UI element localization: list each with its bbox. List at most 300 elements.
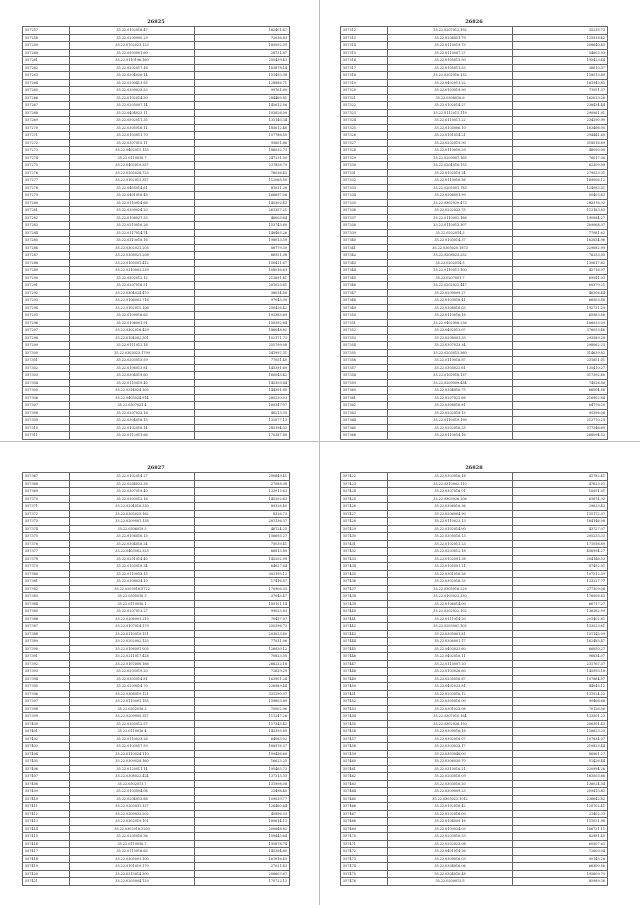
amount-cell: 133501.23 [513,713,608,721]
table-row [341,334,608,342]
account-code-cell: 35.22.0302016.429 [70,327,195,335]
record-number-cell: 557431 [341,540,388,548]
account-code-cell: 35.22.0103011.70 [70,132,195,140]
account-code-cell: 35.22.0110019.199 [388,417,513,425]
record-number-cell: 557292 [23,289,70,297]
amount-cell: 195423.44 [513,57,608,65]
record-number-cell: 557288 [23,259,70,267]
amount-cell: 162834.96 [513,237,608,245]
account-code-cell: 35.22.0105001.21 [388,563,513,571]
record-number-cell: 557347 [341,289,388,297]
account-code-cell: 35.22.0200900.29 [70,34,195,42]
amount-cell: 190084.27 [513,214,608,222]
account-code-cell: 35.22.0111014.20 [388,615,513,623]
page-divider-horizontal [0,441,640,442]
table-row [341,593,608,601]
table-row [341,548,608,556]
table-row [341,57,608,65]
account-code-cell: 35.22.0200413.55 [70,79,195,87]
account-code-cell: 35.22.0102011.23 [388,540,513,548]
table-row [341,780,608,788]
table-row [341,638,608,646]
amount-cell: 10091.31 [513,488,608,496]
table-row [23,229,290,237]
account-code-cell: 35.22.0102016.137 [388,372,513,380]
amount-cell: 130617.62 [513,259,608,267]
amount-cell: 136262.99 [513,608,608,616]
account-code-cell: 35.22.0205016.36 [70,833,195,841]
table-row [23,274,290,282]
amount-cell: 97045.30 [195,297,290,305]
amount-cell: 156693.27 [195,533,290,541]
account-code-cell: 35.22.0205004.129 [70,878,195,886]
amount-cell: 290961.91 [513,109,608,117]
account-code-cell: 35.22.0304016.06 [388,863,513,871]
record-number-cell: 557389 [23,638,70,646]
record-number-cell: 557445 [341,645,388,653]
table-row [341,49,608,57]
amount-cell: 155172.37 [513,510,608,518]
account-code-cell: 35.22.0103022.230 [388,593,513,601]
amount-cell: 102171.73 [195,334,290,342]
account-code-cell: 35.22.0302026.150 [388,720,513,728]
table-row [23,563,290,571]
account-code-cell: 35.22.0305025.162 [70,510,195,518]
table-row [341,237,608,245]
record-number-cell: 557439 [341,600,388,608]
account-code-cell: 35.22.0110024.110 [70,750,195,758]
record-number-cell: 557473 [341,855,388,863]
amount-cell: 237858.79 [195,162,290,170]
table-row [23,319,290,327]
panel-title: 26827 [147,465,165,471]
account-code-cell: 35.22.0110106.160 [70,57,195,65]
table-row [341,372,608,380]
account-code-cell: 35.22.0120011.14 [70,765,195,773]
account-code-cell: 35.22.0302019.101 [70,818,195,826]
table-row [341,833,608,841]
amount-cell: 107786.55 [195,132,290,140]
record-number-cell: 557298 [23,334,70,342]
table-row [23,585,290,593]
table-row [23,394,290,402]
record-number-cell: 557309 [23,417,70,425]
amount-cell: 250396.73 [195,623,290,631]
table-row [23,720,290,728]
account-code-cell: 35.22.0110011.100 [388,267,513,275]
record-number-cell: 557285 [23,237,70,245]
record-number-cell: 557453 [341,705,388,713]
record-number-cell: 557277 [23,177,70,185]
table-row [23,735,290,743]
amount-cell: 166731.11 [513,825,608,833]
record-number-cell: 557457 [341,735,388,743]
record-number-cell: 557468 [341,818,388,826]
amount-cell: 210823.44 [513,743,608,751]
record-number-cell: 557343 [341,259,388,267]
amount-cell: 108016.63 [195,267,290,275]
account-code-cell: 35.22.0308024.10 [70,578,195,586]
record-number-cell: 557421 [23,878,70,886]
record-number-cell: 557464 [341,788,388,796]
record-number-cell: 557311 [23,432,70,440]
table-row [341,855,608,863]
record-number-cell: 557456 [341,728,388,736]
amount-cell: 109445.64 [195,833,290,841]
table-row [341,154,608,162]
amount-cell: 90145.26 [513,855,608,863]
record-number-cell: 557367 [23,473,70,481]
account-code-cell: 35.22.0204022.38 [70,480,195,488]
record-number-cell: 557330 [341,162,388,170]
account-code-cell: 35.22.0205028.725 [70,169,195,177]
account-code-cell: 35.22.0308016.6 [388,94,513,102]
amount-cell: 22498.40 [195,788,290,796]
amount-cell: 250426.42 [195,304,290,312]
account-code-cell: 35.22.0304019.60 [70,372,195,380]
record-number-cell: 557359 [341,379,388,387]
account-code-cell: 35.22.0309016.18 [388,728,513,736]
table-row [341,79,608,87]
amount-cell: 231851.01 [513,357,608,365]
table-row [23,207,290,215]
table-row [341,683,608,691]
record-number-cell: 557271 [23,132,70,140]
amount-cell: 153745.60 [195,222,290,230]
record-number-cell: 557278 [23,184,70,192]
record-number-cell: 557369 [23,488,70,496]
table-row [23,132,290,140]
amount-cell: 41782.41 [513,473,608,481]
table-row [341,102,608,110]
amount-cell: 74026.56 [513,379,608,387]
record-number-cell: 557345 [341,274,388,282]
amount-cell: 61674.32 [513,495,608,503]
account-code-cell: 35.22.0309024.20 [70,207,195,215]
table-row [23,728,290,736]
record-number-cell: 557260 [23,49,70,57]
amount-cell: 151493.38 [195,72,290,80]
table-row [341,162,608,170]
record-number-cell: 557332 [341,177,388,185]
amount-cell: 145202.63 [195,495,290,503]
amount-cell: 151031.98 [513,818,608,826]
table-row [341,177,608,185]
amount-cell: 77051.40 [195,357,290,365]
record-number-cell: 557263 [23,72,70,80]
table-row [341,533,608,541]
amount-cell: 195465.73 [195,765,290,773]
account-code-cell: 35.22.0106014.00 [388,600,513,608]
record-number-cell: 557304 [23,379,70,387]
account-code-cell: 35.22.0403002.323 [70,548,195,556]
record-number-cell: 557381 [23,578,70,586]
record-number-cell: 557270 [23,124,70,132]
account-code-cell: 35.22.0103019.90 [388,87,513,95]
record-number-cell: 557408 [23,780,70,788]
account-code-cell: 35.22.0106001.005 [70,645,195,653]
table-row [23,432,290,440]
account-code-cell: 35.22.0313014.300 [70,870,195,878]
amount-cell: 54603.93 [513,49,608,57]
record-number-cell: 557416 [23,840,70,848]
table-row [341,645,608,653]
table-row [23,833,290,841]
account-code-cell: 35.22.0309025.53 [70,87,195,95]
amount-cell: 229082.99 [513,244,608,252]
record-number-cell: 557286 [23,244,70,252]
amount-cell: 151145.09 [513,630,608,638]
record-number-cell: 557326 [341,132,388,140]
table-row [341,878,608,886]
account-code-cell: 35.22.0209005.357 [70,713,195,721]
ledger-panel-1 [22,18,290,440]
table-row [341,810,608,818]
amount-cell: 109039.77 [195,795,290,803]
table-row [341,124,608,132]
amount-cell: 295235.33 [513,533,608,541]
table-row [341,387,608,395]
account-code-cell: 35.22.0403019.357 [70,162,195,170]
account-code-cell: 35.22.0303014.81 [70,675,195,683]
record-number-cell: 557337 [341,214,388,222]
table-row [341,304,608,312]
account-code-cell: 35.22.0205016.67 [388,675,513,683]
record-number-cell: 557282 [23,214,70,222]
account-code-cell: 35.22.0110011.22 [388,117,513,125]
account-code-cell: 35.22.0109024.03 [388,825,513,833]
table-row [341,585,608,593]
account-code-cell: 35.22.0304016.24 [70,540,195,548]
account-code-cell: 35.22.0302029.473 [388,199,513,207]
table-row [23,379,290,387]
amount-cell: 126460.64 [195,803,290,811]
table-row [23,79,290,87]
amount-cell: 189101.14 [195,600,290,608]
account-code-cell: 35.22.0102014.27 [70,473,195,481]
account-code-cell: 35.22.0207013.27 [70,608,195,616]
account-code-cell: 35.22.0303023.1799 [70,349,195,357]
table-row [23,109,290,117]
amount-cell: 66951.08 [195,252,290,260]
amount-cell: 77031.06 [195,638,290,646]
account-code-cell: 35.22.0303016.20 [388,780,513,788]
account-code-cell: 35.22.0202023.75 [388,207,513,215]
table-row [341,675,608,683]
table-row [23,518,290,526]
account-code-cell: 35.22.0102011.106 [70,304,195,312]
record-number-cell: 557469 [341,825,388,833]
record-number-cell: 557362 [341,402,388,410]
record-number-cell: 557435 [341,570,388,578]
account-code-cell: 35.22.0209032.202 [70,810,195,818]
table-row [23,312,290,320]
amount-cell: 44045.12 [513,683,608,691]
account-code-cell: 35.22.0209009.27 [388,289,513,297]
amount-cell: 111247.26 [195,713,290,721]
amount-cell: 285230.33 [195,394,290,402]
amount-cell: 46090.00 [513,147,608,155]
table-row [23,495,290,503]
account-code-cell: 35.22.0205007.14 [70,102,195,110]
record-number-cell: 557432 [341,548,388,556]
account-code-cell: 35.22.0502011.35 [70,117,195,125]
amount-cell: 120702.41 [513,803,608,811]
table-row [341,503,608,511]
account-code-cell: 35.22.0305016.229 [388,585,513,593]
table-row [23,488,290,496]
amount-cell: 268094.32 [513,432,608,440]
record-number-cell: 557392 [23,660,70,668]
table-row [23,214,290,222]
record-number-cell: 557351 [341,319,388,327]
amount-cell: 204148.33 [513,555,608,563]
account-code-cell: 35.22.0207001.7 [388,274,513,282]
ledger-panel-4 [340,464,608,886]
record-number-cell: 557274 [23,154,70,162]
table-row [23,758,290,766]
record-number-cell: 557426 [341,503,388,511]
record-number-cell: 557341 [341,244,388,252]
table-row [341,312,608,320]
account-code-cell: 35.22.0402012.07 [388,327,513,335]
table-row [341,357,608,365]
table-row [341,690,608,698]
account-code-cell: 35.22.0202014.3 [388,229,513,237]
amount-cell: 146465.26 [195,229,290,237]
record-number-cell: 557295 [23,312,70,320]
account-code-cell: 35.22.0405014.61 [70,184,195,192]
record-number-cell: 557350 [341,312,388,320]
table-row [23,480,290,488]
amount-cell: 163466.90 [513,124,608,132]
record-number-cell: 557371 [23,503,70,511]
record-number-cell: 557321 [341,94,388,102]
amount-cell: 16623.25 [195,758,290,766]
account-code-cell: 35.22.0502012.12 [70,274,195,282]
table-row [341,705,608,713]
account-code-cell: 35.22.0107008.166 [70,660,195,668]
amount-cell: 50403.63 [513,192,608,200]
amount-cell: 376053.46 [513,327,608,335]
account-code-cell: 35.22.0115016.63 [70,848,195,856]
account-code-cell: 35.22.0306019.5 [70,525,195,533]
record-number-cell: 557335 [341,199,388,207]
amount-cell: 62309.99 [513,162,608,170]
amount-cell: 208640.45 [513,42,608,50]
table-row [23,57,290,65]
panel-title: 26826 [465,19,483,25]
table-row [23,863,290,871]
table-row [341,207,608,215]
account-code-cell: 35.22.0303012.16 [70,495,195,503]
table-row [341,252,608,260]
account-code-cell: 35.22.0110016.4 [70,728,195,736]
record-number-cell: 557275 [23,162,70,170]
account-code-cell: 35.22.0102014.90 [388,525,513,533]
amount-cell: 200648.82 [195,825,290,833]
record-number-cell: 557354 [341,342,388,350]
amount-cell: 318516.89 [513,139,608,147]
record-number-cell: 557308 [23,409,70,417]
amount-cell: 66717.27 [513,600,608,608]
amount-cell: 255799.08 [195,342,290,350]
account-code-cell: 35.22.0208011.79 [388,34,513,42]
table-row [23,803,290,811]
ledger-table [22,26,290,440]
record-number-cell: 557471 [341,840,388,848]
table-row [341,184,608,192]
amount-cell: 216902.84 [513,394,608,402]
record-number-cell: 557280 [23,199,70,207]
table-row [23,154,290,162]
record-number-cell: 557451 [341,690,388,698]
account-code-cell: 35.22.0308016.03 [388,304,513,312]
amount-cell: 65563.56 [513,312,608,320]
table-row [23,698,290,706]
table-row [23,645,290,653]
table-row [341,600,608,608]
record-number-cell: 557377 [23,548,70,556]
account-code-cell: 35.22.0308022.424 [70,773,195,781]
account-code-cell: 35.22.0402023.81 [388,683,513,691]
record-number-cell: 557272 [23,139,70,147]
amount-cell: 145993.18 [513,668,608,676]
account-code-cell: 35.22.0106001.91 [70,319,195,327]
record-number-cell: 557259 [23,42,70,50]
amount-cell: 192385.69 [195,312,290,320]
account-code-cell: 35.22.0307010.164 [388,713,513,721]
amount-cell: 66504.56 [513,387,608,395]
table-row [23,402,290,410]
account-code-cell: 35.22.0102011.357 [70,177,195,185]
account-code-cell: 35.22.0309009.23 [388,788,513,796]
record-number-cell: 557476 [341,878,388,886]
table-row [341,432,608,440]
account-code-cell: 35.22.0403023.60 [388,645,513,653]
amount-cell: 159603.89 [195,698,290,706]
table-row [23,525,290,533]
account-code-cell: 35.22.0110016.7 [70,154,195,162]
table-row [23,94,290,102]
table-row [341,72,608,80]
record-number-cell: 557329 [341,154,388,162]
record-number-cell: 557423 [341,480,388,488]
table-row [23,267,290,275]
record-number-cell: 557266 [23,94,70,102]
table-row [341,728,608,736]
account-code-cell: 35.22.0111012.16 [70,342,195,350]
record-number-cell: 557301 [23,357,70,365]
table-row [341,199,608,207]
amount-cell: 236642.82 [513,795,608,803]
table-row [341,863,608,871]
amount-cell: 195878.74 [195,840,290,848]
amount-cell: 135410.27 [513,364,608,372]
account-code-cell: 35.22.0403024.914 [70,394,195,402]
amount-cell: 145303.64 [195,379,290,387]
table-row [341,274,608,282]
account-code-cell: 35.22.0112011.66 [70,432,195,440]
amount-cell: 201402.61 [513,615,608,623]
record-number-cell: 557394 [23,675,70,683]
record-number-cell: 557314 [341,42,388,50]
record-number-cell: 557269 [23,117,70,125]
account-code-cell: 35.22.0202019.90 [388,139,513,147]
record-number-cell: 557317 [341,64,388,72]
amount-cell: 89326.40 [195,503,290,511]
amount-cell: 241997.31 [195,349,290,357]
